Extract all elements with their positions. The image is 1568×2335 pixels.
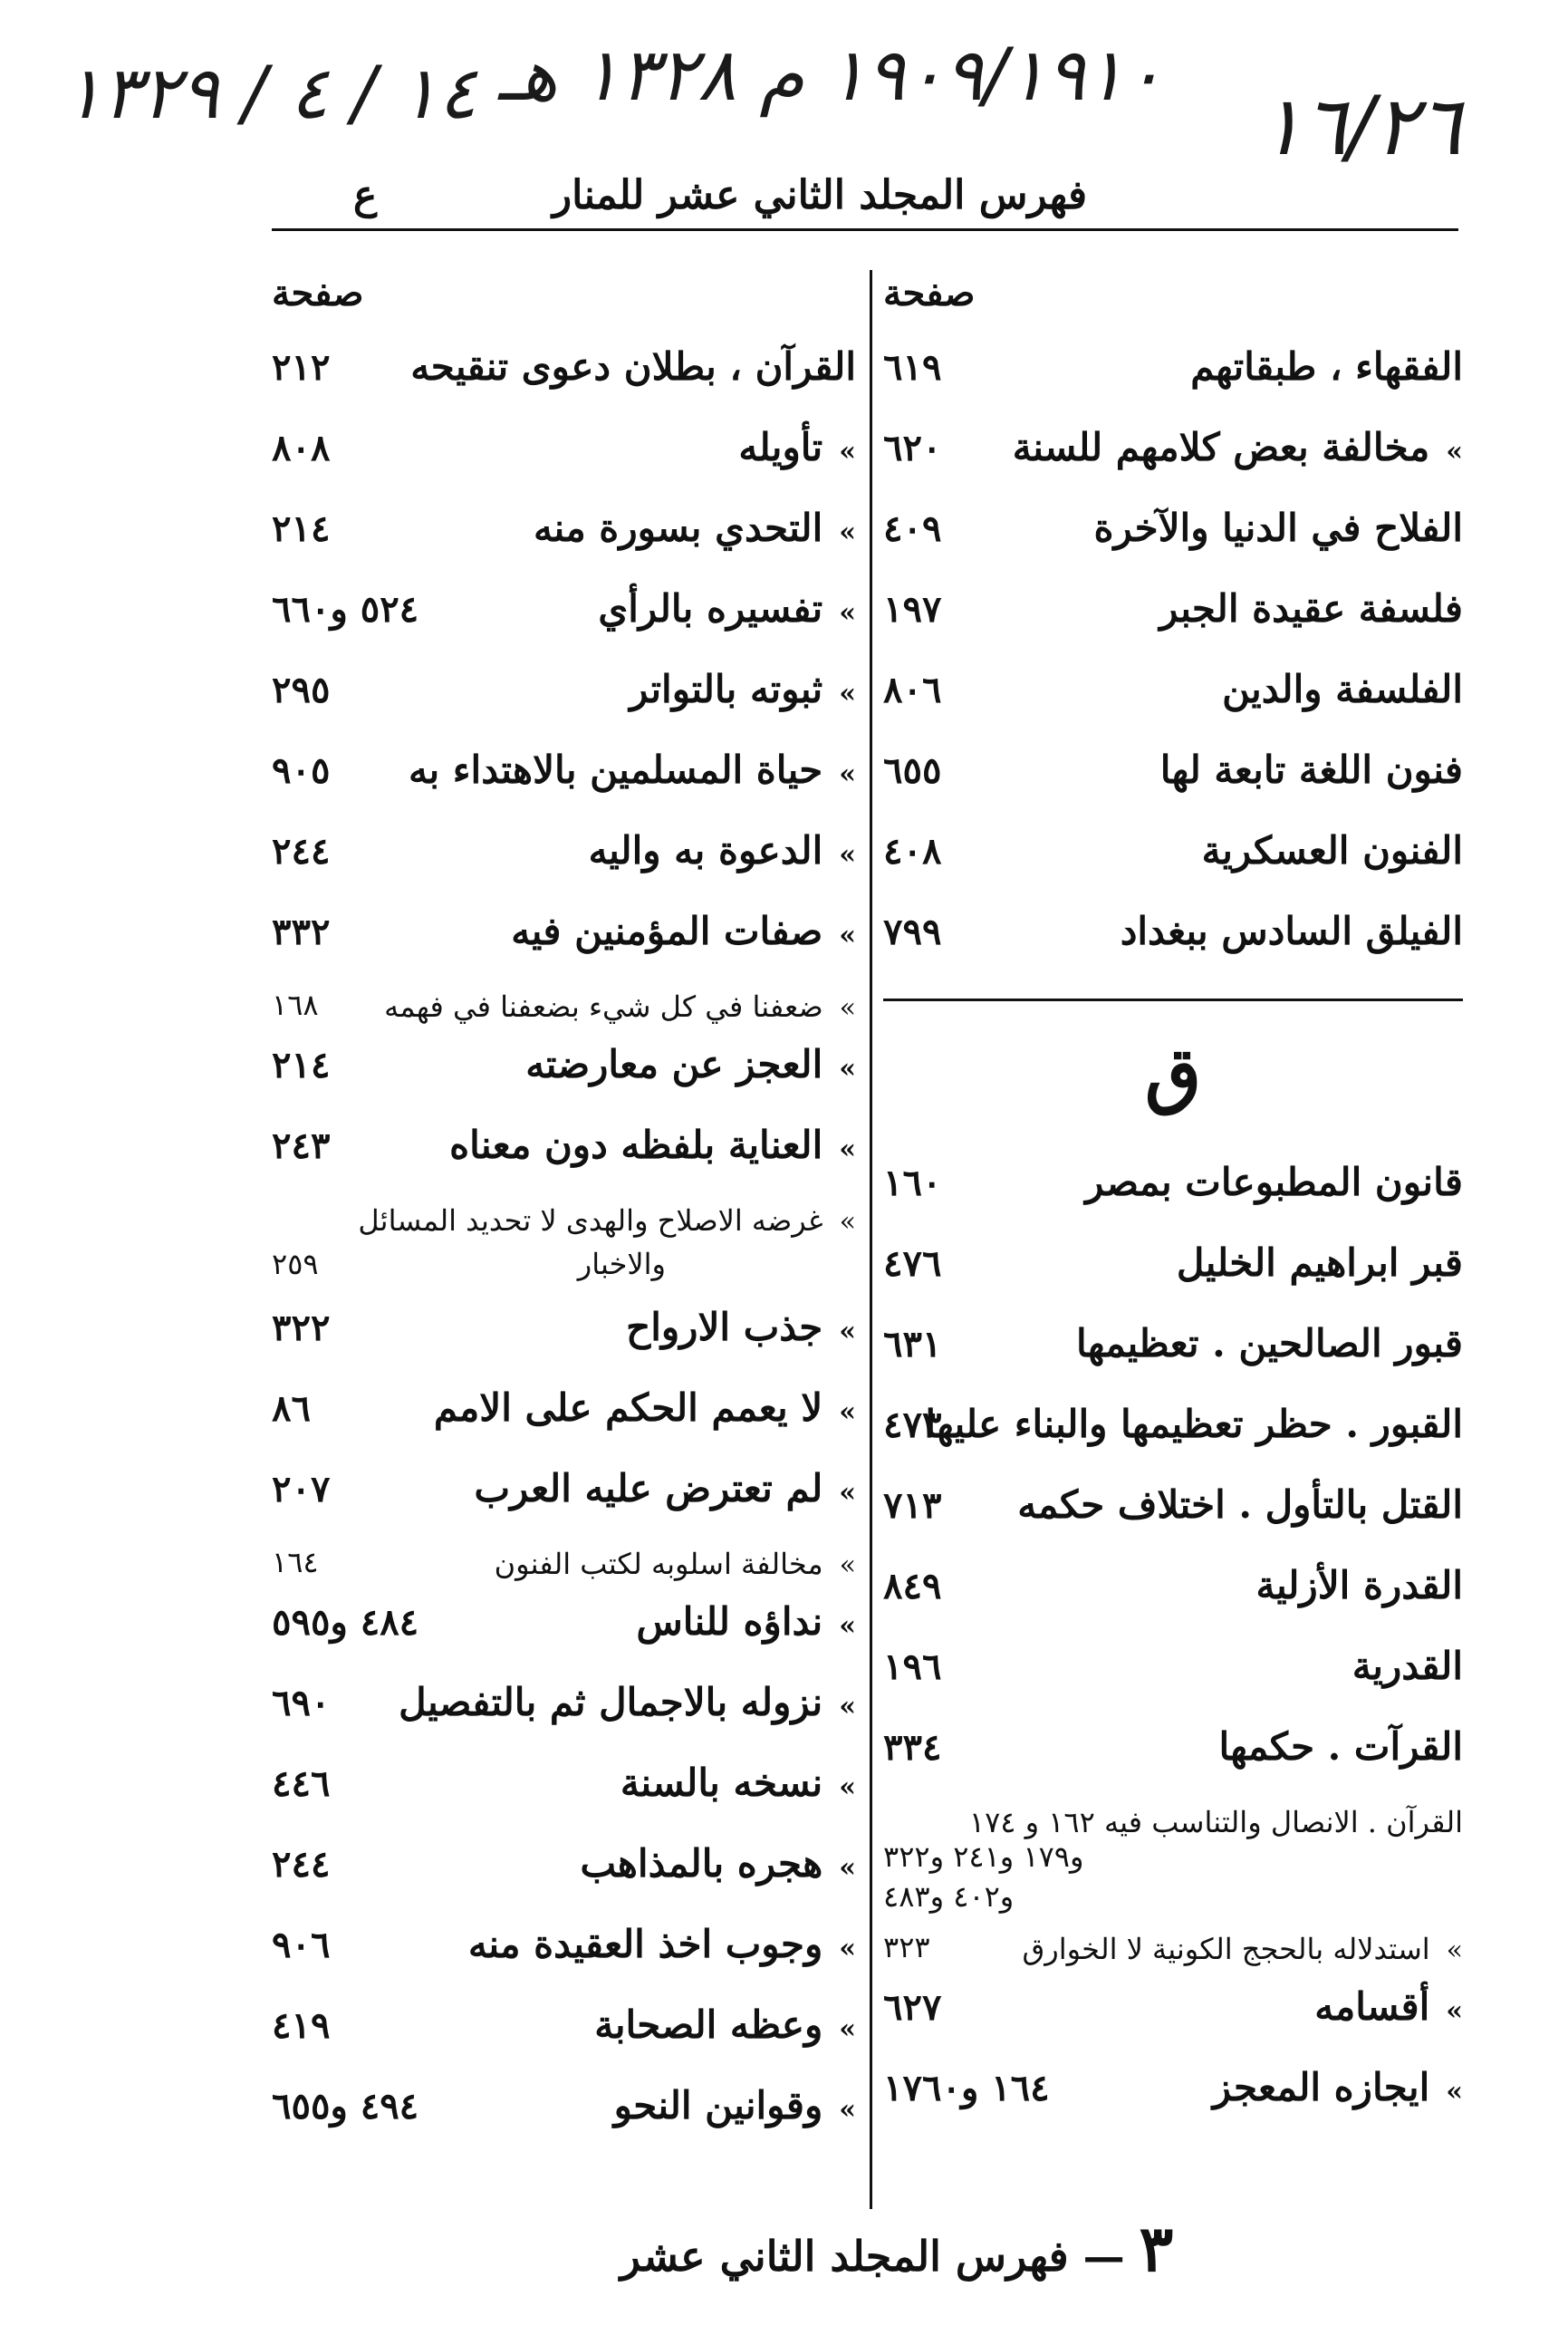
entry-page: ٢٤٣ — [272, 1124, 331, 1167]
page-footer — [580, 2211, 1214, 2292]
entry-page: ٦٩٠ — [272, 1682, 331, 1724]
entry-page: ٣٣٤ — [883, 1726, 942, 1769]
index-entry — [272, 980, 856, 1033]
section-letter: ق — [1144, 1031, 1202, 1116]
footer-dash: — — [1082, 2232, 1125, 2281]
index-entry — [272, 1538, 856, 1590]
index-entry — [883, 416, 1463, 497]
index-entry-continuation — [883, 1839, 1463, 1879]
entry-page: ٢٩٥ — [272, 669, 331, 711]
entry-page: ١٦٤ و١٧٦٠ — [883, 2067, 1050, 2109]
entry-page: ٣٣٢ — [272, 911, 331, 953]
entry-text: وجوب اخذ العقيدة منه — [467, 1922, 823, 1966]
index-entry — [883, 900, 1463, 980]
entry-text: العناية بلفظه دون معناه — [449, 1123, 823, 1167]
handwritten-left: ١٤ / ٤ / ١٣٢٩ — [63, 51, 477, 135]
entry-text: القرآت . حكمها — [1218, 1724, 1463, 1769]
index-column-left — [272, 272, 856, 2155]
entry-text: وعظه الصحابة — [594, 2002, 823, 2047]
entry-page: ٦١٩ — [883, 346, 942, 389]
entry-page: ٤٤٦ — [272, 1762, 331, 1805]
ditto-mark: » — [839, 1691, 856, 1722]
entry-text: أقسامه — [1314, 1984, 1430, 2029]
entry-pages: و١٧٩ و٢٤١ و٣٢٢ — [883, 1839, 1084, 1874]
entry-page: ١٦٨ — [272, 988, 319, 1022]
entry-text: فلسفة عقيدة الجبر — [1159, 586, 1463, 631]
ditto-mark: » — [839, 1134, 856, 1165]
ditto-mark: » — [839, 920, 856, 951]
index-entry — [272, 1376, 856, 1457]
ditto-mark: » — [839, 436, 856, 468]
entry-page: ١٩٧ — [883, 588, 942, 631]
entry-text: لم تعترض عليه العرب — [474, 1466, 823, 1510]
entry-text: ايجازه المعجز — [1212, 2065, 1430, 2109]
ditto-mark: » — [839, 1549, 856, 1581]
ditto-mark: » — [839, 597, 856, 629]
column-header: صفحة — [883, 272, 976, 314]
entry-text: صفات المؤمنين فيه — [511, 909, 823, 953]
entry-text: نسخه بالسنة — [620, 1761, 823, 1805]
ditto-mark: » — [839, 1771, 856, 1803]
ditto-mark: » — [839, 678, 856, 709]
index-entry — [272, 1913, 856, 1993]
ditto-mark: » — [839, 2013, 856, 2045]
ditto-mark: » — [1446, 1935, 1463, 1966]
ditto-mark: » — [839, 758, 856, 790]
index-entry — [883, 1975, 1463, 2056]
index-entry — [272, 1993, 856, 2074]
index-entry — [883, 1554, 1463, 1635]
entry-page: ٢٤٤ — [272, 1843, 331, 1886]
ditto-mark: » — [1446, 2076, 1463, 2108]
entry-page: ٤٨٤ و٥٩٥ — [272, 1601, 419, 1644]
index-column-right — [883, 272, 1463, 2137]
entry-text: الفلاح في الدنيا والآخرة — [1093, 506, 1463, 550]
entry-text: غرضه الاصلاح والهدى لا تحديد المسائل — [358, 1203, 823, 1238]
entry-page: ٦٢٠ — [883, 427, 942, 469]
index-entry — [883, 819, 1463, 900]
entry-text: القرآن . الانصال والتناسب فيه ١٦٢ و ١٧٤ — [968, 1805, 1463, 1839]
entry-page: ٢١٤ — [272, 1044, 331, 1086]
index-entry — [883, 2056, 1463, 2137]
entry-page: ٤٧٦ — [883, 1242, 942, 1285]
entry-text: هجره بالمذاهب — [580, 1841, 823, 1886]
index-entry — [272, 1296, 856, 1376]
entry-page: ٨٠٦ — [883, 669, 942, 711]
handwritten-right: ١٦/٢٦ — [1259, 79, 1462, 174]
entry-text: القتل بالتأول . اختلاف حكمه — [1017, 1482, 1463, 1527]
index-entry — [272, 416, 856, 497]
entry-text: وقوانين النحو — [613, 2083, 823, 2128]
entry-page: ٢١٤ — [272, 507, 331, 550]
index-entry — [883, 577, 1463, 658]
header-letter: ع — [353, 172, 378, 218]
entry-text: الفلسفة والدين — [1222, 667, 1463, 711]
index-entry — [883, 1231, 1463, 1312]
entry-text: جذب الارواح — [626, 1305, 823, 1349]
index-entry — [272, 335, 856, 416]
entry-page: ٦٣١ — [883, 1323, 942, 1365]
entry-page: ٩٠٥ — [272, 749, 331, 792]
entry-text: قبور الصالحين . تعظيمها — [1076, 1321, 1463, 1365]
ditto-mark: » — [839, 839, 856, 871]
handwritten-middle: ١٩٠٩/١٩١٠ م ١٣٢٨ هـ — [498, 33, 1164, 117]
entry-text-continued: والاخبار — [577, 1247, 666, 1281]
index-entry — [883, 1923, 1463, 1975]
entry-page: ٨٠٨ — [272, 427, 331, 469]
index-entry — [883, 497, 1463, 577]
index-entry — [883, 1393, 1463, 1473]
index-entry — [272, 1832, 856, 1913]
entry-page: ٨٦ — [272, 1387, 311, 1430]
index-entry — [272, 1194, 856, 1296]
entry-text: مخالفة بعض كلامهم للسنة — [1012, 425, 1430, 469]
entry-page: ٥٢٤ و٦٦٠ — [272, 588, 419, 631]
page-header — [272, 163, 1323, 236]
entry-text: فنون اللغة تابعة لها — [1159, 748, 1463, 792]
entry-text: تفسيره بالرأي — [598, 586, 823, 631]
index-entry — [883, 658, 1463, 738]
index-entry — [272, 1114, 856, 1194]
ditto-mark: » — [839, 1053, 856, 1085]
index-entry — [272, 900, 856, 980]
entry-page: ٢١٢ — [272, 346, 331, 389]
index-entry — [883, 1151, 1463, 1231]
ditto-mark: » — [839, 1477, 856, 1509]
ditto-mark: » — [839, 2094, 856, 2126]
entry-page: ١٩٦ — [883, 1645, 942, 1688]
entry-text: العجز عن معارضته — [525, 1042, 823, 1086]
entry-page: ٣٢٣ — [883, 1930, 930, 1964]
index-entry — [883, 1715, 1463, 1796]
index-entry — [272, 577, 856, 658]
ditto-mark: » — [1446, 1995, 1463, 2027]
entry-text: حياة المسلمين بالاهتداء به — [408, 748, 823, 792]
ditto-mark: » — [839, 516, 856, 548]
entry-page: ٢٠٧ — [272, 1468, 331, 1510]
index-entry — [272, 658, 856, 738]
entry-text: القرآن ، بطلان دعوى تنقيحه — [410, 344, 856, 389]
index-entry — [883, 335, 1463, 416]
entry-text: استدلاله بالحجج الكونية لا الخوارق — [1022, 1932, 1430, 1966]
index-entry — [272, 738, 856, 819]
column-divider — [870, 270, 872, 2209]
entry-page: ٧٩٩ — [883, 911, 942, 953]
ditto-mark: » — [839, 1610, 856, 1642]
ditto-mark: » — [839, 1933, 856, 1964]
index-entry — [883, 1635, 1463, 1715]
index-entry — [272, 819, 856, 900]
index-entry — [883, 1473, 1463, 1554]
entry-text: القدرية — [1352, 1644, 1463, 1688]
entry-text: قبر ابراهيم الخليل — [1176, 1240, 1463, 1285]
entry-page: ٦٢٧ — [883, 1986, 942, 2029]
entry-text: ثبوته بالتواتر — [630, 667, 823, 711]
ditto-mark: » — [839, 1396, 856, 1428]
index-entry — [272, 1033, 856, 1114]
entry-page: ٤٠٨ — [883, 830, 942, 873]
entry-page: ٢٤٤ — [272, 830, 331, 873]
entry-text: الفيلق السادس ببغداد — [1120, 909, 1463, 953]
index-entry — [272, 1457, 856, 1538]
entry-page: ٤٩٤ و٦٥٥ — [272, 2085, 419, 2128]
entry-text: لا يعمم الحكم على الامم — [433, 1385, 823, 1430]
entry-pages: و٤٠٢ و٤٨٣ — [883, 1879, 1015, 1914]
entry-page: ٦٥٥ — [883, 749, 942, 792]
entry-text: القدرة الأزلية — [1255, 1563, 1463, 1607]
entry-text: مخالفة اسلوبه لكتب الفنون — [494, 1547, 823, 1581]
ditto-mark: » — [839, 1206, 856, 1238]
section-divider — [883, 980, 1463, 1024]
entry-page: ٣٢٢ — [272, 1307, 331, 1349]
index-entry — [272, 497, 856, 577]
entry-text: قانون المطبوعات بمصر — [1085, 1160, 1463, 1204]
entry-text: الدعوة به واليه — [588, 828, 823, 873]
index-entry — [272, 2074, 856, 2155]
footer-title: فهرس المجلد الثاني عشر — [620, 2232, 1069, 2281]
entry-page: ٤٠٩ — [883, 507, 942, 550]
entry-page: ٢٥٩ — [272, 1247, 319, 1281]
entry-text: الفنون العسكرية — [1201, 828, 1463, 873]
entry-text: نداؤه للناس — [636, 1599, 823, 1644]
entry-text: الفقهاء ، طبقاتهم — [1190, 344, 1463, 389]
index-entry — [272, 1590, 856, 1671]
ditto-mark: » — [839, 1852, 856, 1884]
index-entry — [272, 1751, 856, 1832]
index-entry-continuation — [883, 1879, 1463, 1923]
page-title: فهرس المجلد الثاني عشر للمنار — [552, 172, 1087, 218]
entry-page: ٧١٣ — [883, 1484, 942, 1527]
entry-text: تأويله — [738, 425, 823, 469]
entry-page: ٨٤٩ — [883, 1565, 942, 1607]
footer-number: ٣ — [1139, 2211, 1174, 2286]
column-header: صفحة — [272, 272, 364, 314]
entry-text: التحدي بسورة منه — [534, 506, 823, 550]
entry-text: نزوله بالاجمال ثم بالتفصيل — [399, 1680, 823, 1724]
header-rule — [272, 228, 1458, 231]
entry-page: ١٦٠ — [883, 1162, 942, 1204]
ditto-mark: » — [1446, 436, 1463, 468]
entry-text: القبور . حظر تعظيمها والبناء عليها — [925, 1402, 1463, 1446]
entry-page: ١٦٤ — [272, 1545, 319, 1579]
index-entry — [883, 1312, 1463, 1393]
entry-page: ٤٧٣ — [883, 1404, 942, 1446]
index-entry — [883, 738, 1463, 819]
entry-page: ٩٠٦ — [272, 1924, 331, 1966]
entry-text: ضعفنا في كل شيء بضعفنا في فهمه — [384, 989, 823, 1024]
ditto-mark: » — [839, 992, 856, 1024]
ditto-mark: » — [839, 1316, 856, 1347]
entry-page: ٤١٩ — [272, 2004, 331, 2047]
index-entry — [272, 1671, 856, 1751]
index-entry — [883, 1796, 1463, 1839]
